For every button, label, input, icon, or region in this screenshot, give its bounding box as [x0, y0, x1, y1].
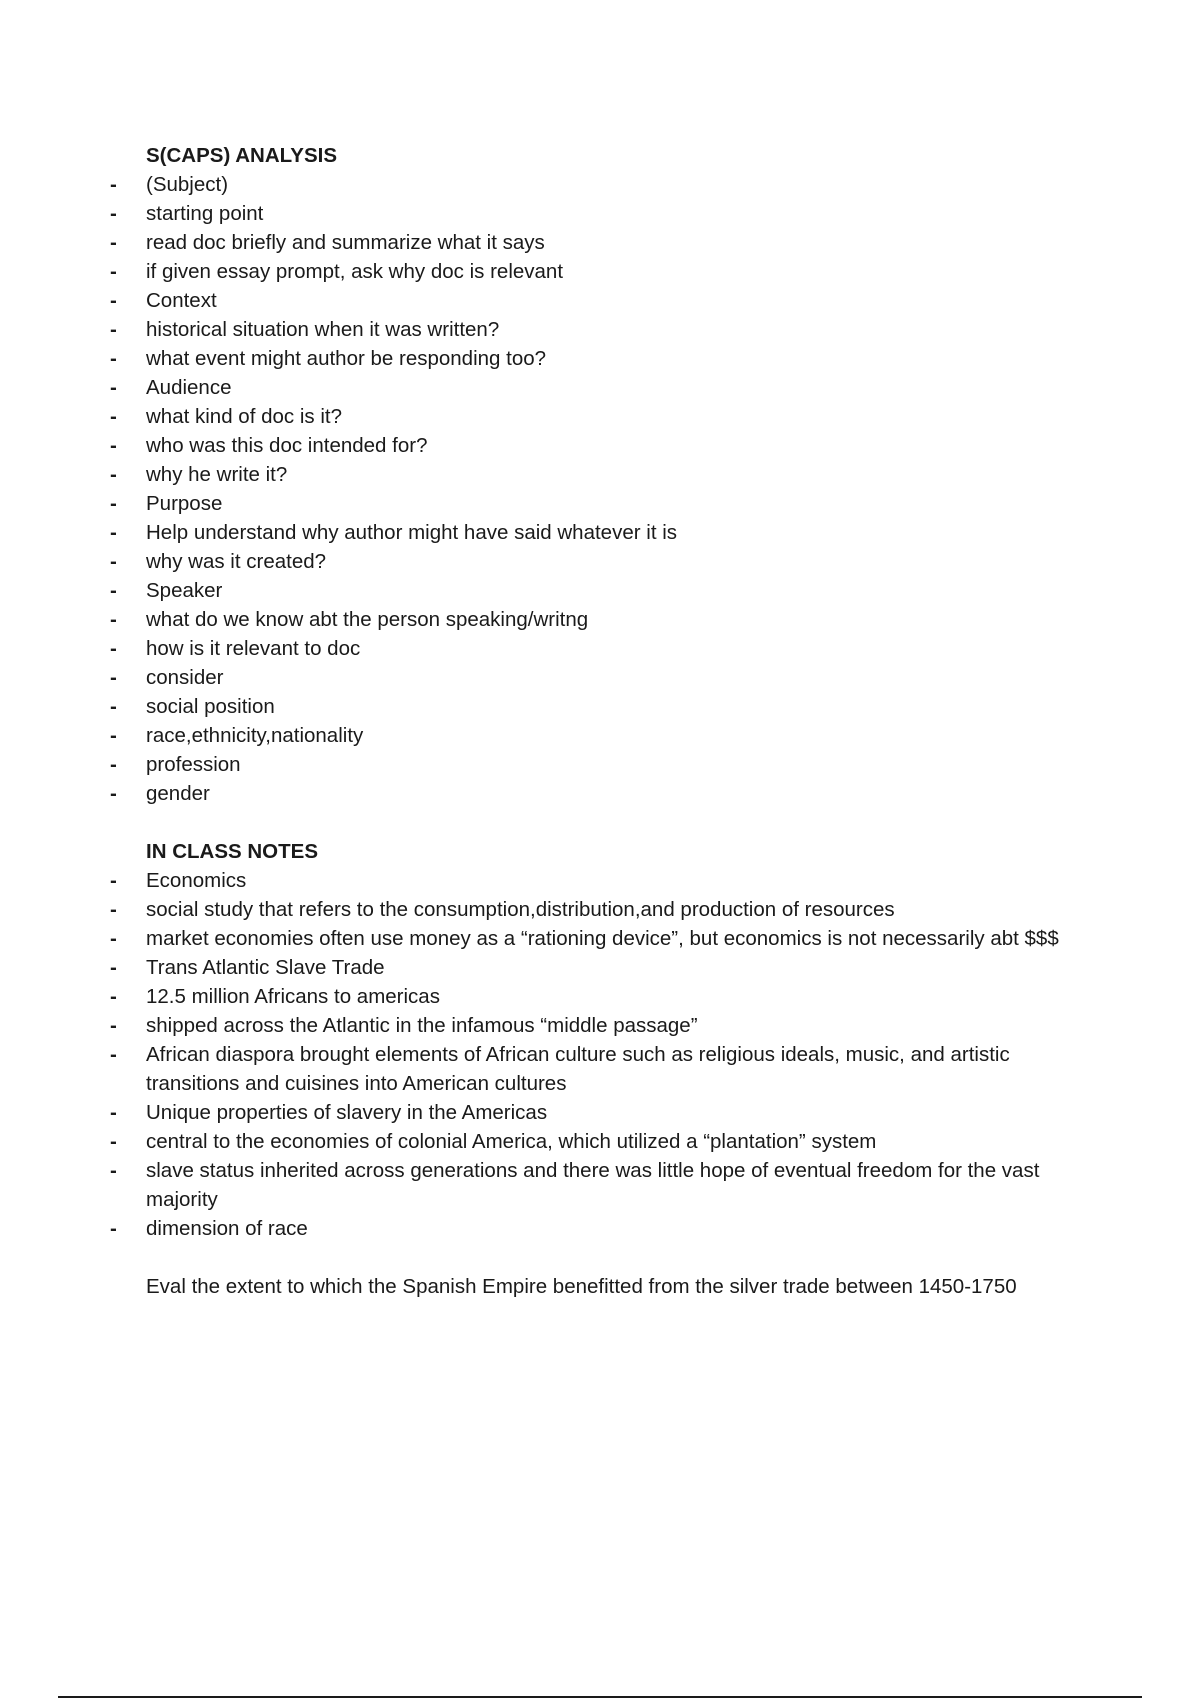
list-item: - (Subject) - starting point - read doc briefly and summarize what it says - if given essay prompt, ask why doc is relevant [146, 170, 1106, 286]
list-item: - Purpose - Help understand why author might have said whatever it is - why was it created? [146, 489, 1106, 576]
list-item: - African diaspora brought elements of African culture such as religious ideals, music, and artistic transitions and cuisines into American cultures [146, 1040, 1106, 1098]
list-item: - who was this doc intended for? [146, 431, 1106, 460]
list-item: - shipped across the Atlantic in the infamous “middle passage” [146, 1011, 1106, 1040]
list-item: - what kind of doc is it? [146, 402, 1106, 431]
list-item: - profession [146, 750, 1106, 779]
list-item: - if given essay prompt, ask why doc is relevant [146, 257, 1106, 286]
essay-prompt: Eval the extent to which the Spanish Empire benefitted from the silver trade between 1450-1750 [146, 1275, 1017, 1298]
list-item: - consider - social position - race,ethnicity,nationality - profession - gender [146, 663, 1106, 808]
list-item: - Audience - what kind of doc is it? - who was this doc intended for? - why he write it? [146, 373, 1106, 489]
list-item: - read doc briefly and summarize what it says [146, 228, 1106, 257]
list-item: - Help understand why author might have said whatever it is [146, 518, 1106, 547]
list-item: - social position [146, 692, 1106, 721]
list-item: - 12.5 million Africans to americas [146, 982, 1106, 1011]
list-item: - starting point [146, 199, 1106, 228]
list-item: - what do we know abt the person speaking/writng [146, 605, 1106, 634]
list-item: - gender [146, 779, 1106, 808]
list-item: - Unique properties of slavery in the Americas - central to the economies of colonial America, which utilized a “plantation” system - slave status inherited across generations and there was little hope of eventual freedom for the vast majority - dimension of race [146, 1098, 1106, 1243]
list-item: - slave status inherited across generations and there was little hope of eventual freedom for the vast majority [146, 1156, 1106, 1214]
list-item: - Trans Atlantic Slave Trade - 12.5 million Africans to americas - shipped across the Atlantic in the infamous “middle passage” - African diaspora brought elements of African culture such as religious ideals, music, and artistic transitions and cuisines into American cultures [146, 953, 1106, 1098]
list-item: - what event might author be responding too? [146, 344, 1106, 373]
list-item: - how is it relevant to doc [146, 634, 1106, 663]
list-item: - race,ethnicity,nationality [146, 721, 1106, 750]
page-bottom-rule [58, 1696, 1142, 1698]
list-item: - historical situation when it was written? [146, 315, 1106, 344]
list-item: - why was it created? [146, 547, 1106, 576]
list-item: - Economics - social study that refers to the consumption,distribution,and production of resources - market economies often use money as a “rationing device”, but economics is not necessarily abt $$$ [146, 866, 1106, 953]
list-item: - central to the economies of colonial America, which utilized a “plantation” system [146, 1127, 1106, 1156]
list-item: - market economies often use money as a “rationing device”, but economics is not necessarily abt $$$ [146, 924, 1106, 953]
list-item: - dimension of race [146, 1214, 1106, 1243]
list-item: - social study that refers to the consumption,distribution,and production of resources [146, 895, 1106, 924]
list-item: - Speaker - what do we know abt the person speaking/writng - how is it relevant to doc - consider - social position - race,ethnicity,nationality - profession - gender [146, 576, 1106, 808]
document-page [146, 141, 1106, 1301]
class-notes-outline [146, 866, 1106, 1243]
section-heading-class-notes: IN CLASS NOTES [146, 840, 318, 863]
section-heading-scaps: S(CAPS) ANALYSIS [146, 144, 337, 167]
list-item: - Context - historical situation when it was written? - what event might author be responding too? [146, 286, 1106, 373]
scaps-outline [146, 170, 1106, 808]
list-item: - why he write it? [146, 460, 1106, 489]
